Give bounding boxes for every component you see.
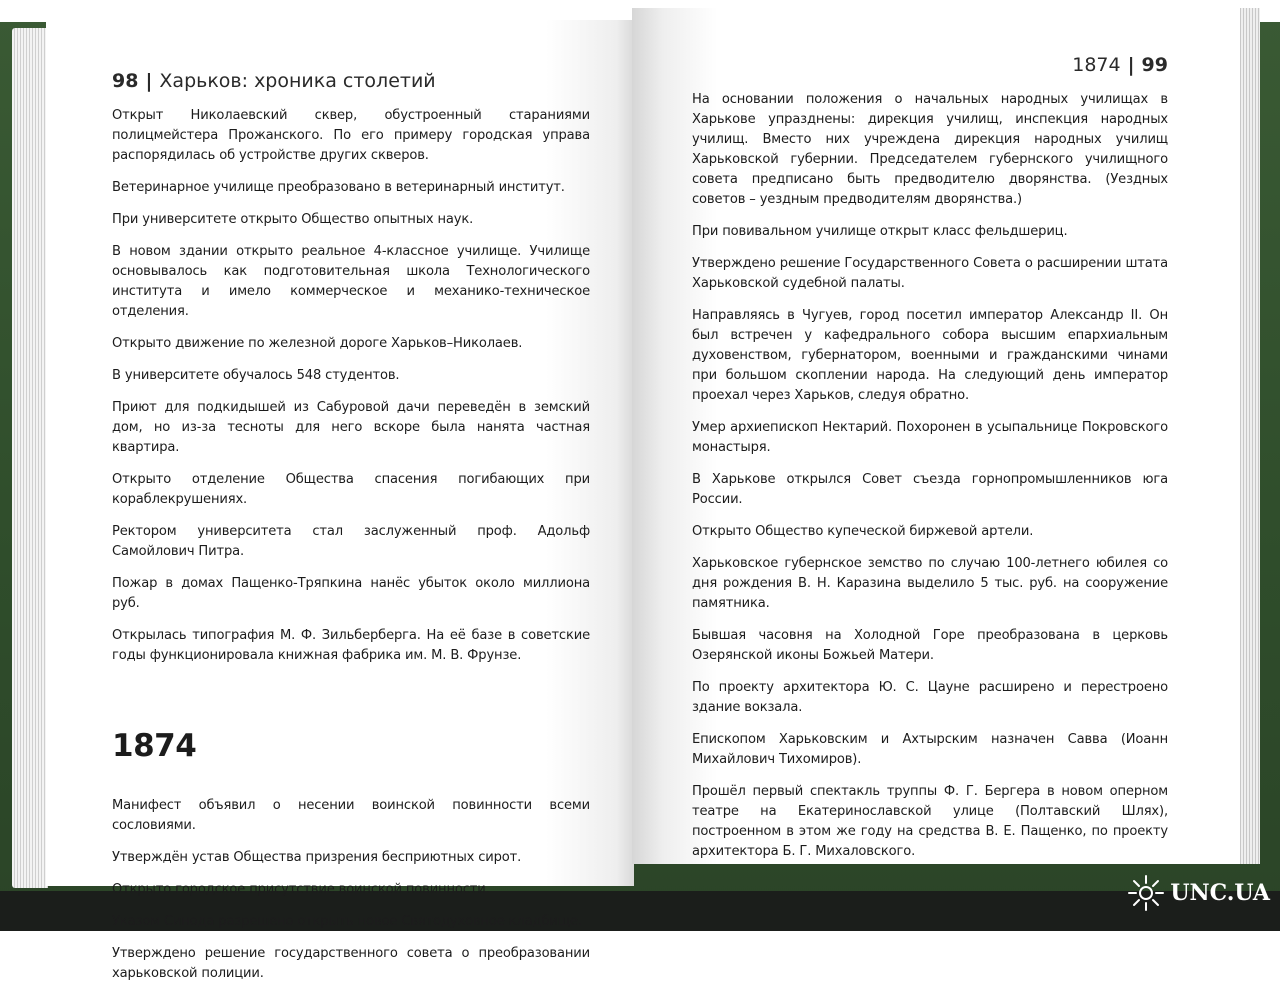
entry: Манифест объявил о несении воинской повинности всеми сословиями. xyxy=(112,798,590,833)
entry: Открыт Николаевский сквер, обустроенный стараниями полицмейстера Прожанского. По его примеру городская управа распорядилась об устройстве других скверов. xyxy=(112,108,590,163)
right-year-label: 1874 xyxy=(1072,54,1121,76)
entry: Харьковское губернское земство по случаю 100-летнего юбилея со дня рождения В. Н. Каразина выделило 5 тыс. руб. на сооружение памятника. xyxy=(692,556,1168,611)
entry: На основании положения о начальных народных училищах в Харькове упразднены: дирекция училищ, инспекция народных училищ. Вместо них учреждена дирекция народных училищ Харьковской губернии. Председателем губернского училищного совета предписано быть предводителю дворянства. (Уездных советов – уездным предводителям дворянства.) xyxy=(692,92,1168,207)
page-edges-left xyxy=(12,28,48,888)
entry: Указом Синода разрешено открыть новое Святодуховное кладбище. xyxy=(112,914,582,929)
right-page-number: 99 xyxy=(1141,54,1168,76)
entry: Открыто отделение Общества спасения погибающих при кораблекрушениях. xyxy=(112,472,590,507)
entry: Ректором университета стал заслуженный проф. Адольф Самойлович Питра. xyxy=(112,524,590,559)
year-heading: 1874 xyxy=(112,728,197,764)
left-entries-top xyxy=(112,106,590,666)
entry: Приют для подкидышей из Сабуровой дачи переведён в земский дом, но из-за тесноты для него вскоре была нанята частная квартира. xyxy=(112,400,590,455)
entry: Утверждено решение государственного совета о преобразовании харьковской полиции. xyxy=(112,946,590,981)
left-page xyxy=(46,20,634,981)
entry: При университете открыто Общество опытных наук. xyxy=(112,212,474,227)
entry: Пожар в домах Пащенко-Тряпкина нанёс убыток около миллиона руб. xyxy=(112,576,590,611)
left-page-number: 98 xyxy=(112,70,139,92)
entry: По проекту архитектора Ю. С. Цауне расширено и перестроено здание вокзала. xyxy=(692,680,1168,715)
right-entries xyxy=(692,90,1168,862)
entry: Открылась типография М. Ф. Зильберберга. На её базе в советские годы функционировала книжная фабрика им. М. В. Фрунзе. xyxy=(112,628,590,663)
entry: Бывшая часовня на Холодной Горе преобразована в церковь Озерянской иконы Божьей Матери. xyxy=(692,628,1168,663)
entry: Утверждено решение Государственного Совета о расширении штата Харьковской судебной палаты. xyxy=(692,256,1168,291)
entry: Умер архиепископ Нектарий. Похоронен в усыпальнице Покровского монастыря. xyxy=(692,420,1168,455)
watermark xyxy=(1126,873,1270,913)
entry: Утверждён устав Общества призрения бесприютных сирот. xyxy=(112,850,522,865)
watermark-text: UNC.UA xyxy=(1170,880,1270,906)
entry: В Харькове открылся Совет съезда горнопромышленников юга России. xyxy=(692,472,1168,507)
right-running-head xyxy=(692,50,1168,80)
entry: Открыто городское присутствие воинской повинности. xyxy=(112,882,490,897)
entry: Епископом Харьковским и Ахтырским назначен Савва (Иоанн Михайлович Тихомиров). xyxy=(692,732,1168,767)
left-running-head xyxy=(112,66,590,96)
header-separator: | xyxy=(1127,54,1135,76)
entry: Открыто Общество купеческой биржевой артели. xyxy=(692,524,1034,539)
sunburst-logo-icon xyxy=(1126,873,1166,913)
entry: Прошёл первый спектакль труппы Ф. Г. Бергера в новом оперном театре на Екатеринославской улице (Полтавский Шлях), построенном в этом же году на средства В. Е. Пащенко, по проекту архитектора Б. Г. Михаловского. xyxy=(692,784,1168,859)
page-edges-right xyxy=(1238,8,1260,864)
left-entries-bottom xyxy=(112,796,590,984)
entry: Ветеринарное училище преобразовано в ветеринарный институт. xyxy=(112,180,565,195)
entry: Открыто движение по железной дороге Харьков–Николаев. xyxy=(112,336,523,351)
entry: В новом здании открыто реальное 4-классное училище. Училище основывалось как подготовительная школа Технологического института и имело коммерческое и механико-техническое отделения. xyxy=(112,244,590,319)
right-page xyxy=(632,8,1240,864)
entry: Направляясь в Чугуев, город посетил император Александр II. Он был встречен у кафедрального собора высшим епархиальным духовенством, губернатором, военными и гражданскими чинами при большом скоплении народа. На следующий день император проехал через Харьков, следуя обратно. xyxy=(692,308,1168,403)
entry: В университете обучалось 548 студентов. xyxy=(112,368,400,383)
entry: При повивальном училище открыт класс фельдшериц. xyxy=(692,224,1068,239)
book-title: Харьков: хроника столетий xyxy=(159,70,436,92)
header-separator: | xyxy=(145,70,153,92)
